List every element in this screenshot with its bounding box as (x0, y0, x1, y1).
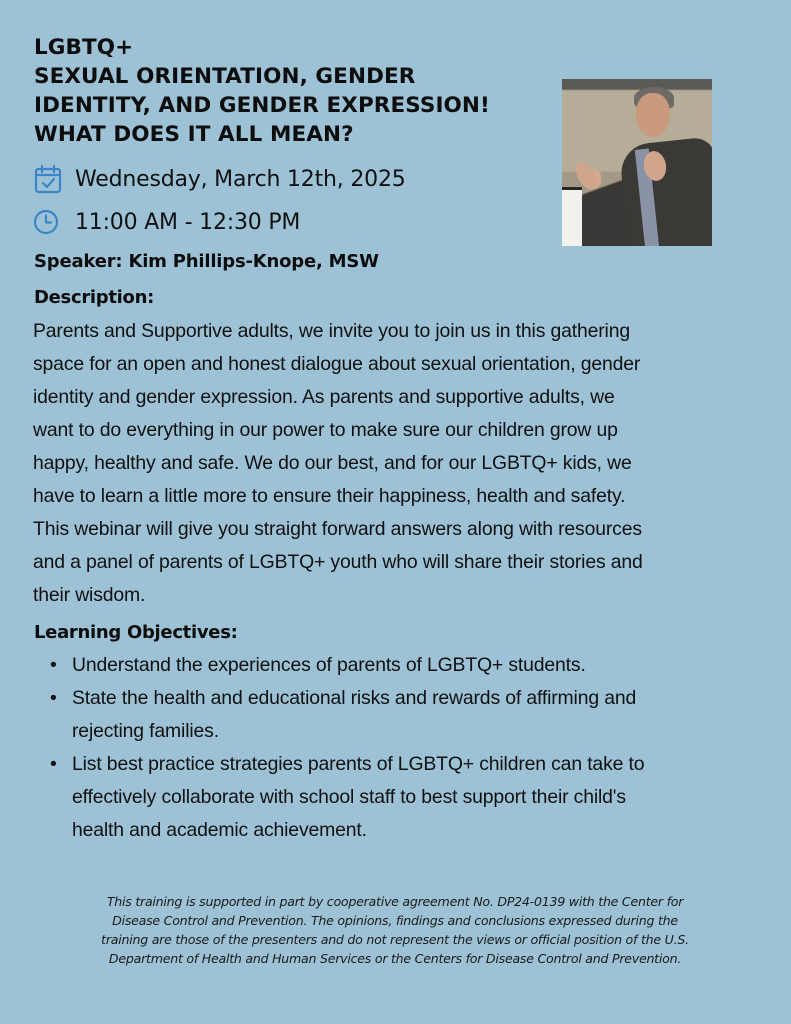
description-line: happy, healthy and safe. We do our best, and for our LGBTQ+ kids, we (33, 452, 632, 474)
objective-line: Understand the experiences of parents of LGBTQ+ students. (72, 654, 586, 676)
objectives-heading: Learning Objectives: (34, 622, 238, 643)
description-line: have to learn a little more to ensure their happiness, health and safety. (33, 485, 626, 507)
description-line: Parents and Supportive adults, we invite you to join us in this gathering (33, 320, 630, 342)
bullet-icon: • (50, 687, 57, 709)
calendar-check-icon (33, 164, 63, 194)
bullet-icon: • (50, 654, 57, 676)
disclaimer-line: training are those of the presenters and do not represent the views or official position of the U.S. (101, 932, 689, 947)
description-line: and a panel of parents of LGBTQ+ youth who will share their stories and (33, 551, 643, 573)
event-time-row (33, 209, 300, 235)
objective-line: rejecting families. (72, 720, 219, 742)
speaker-photo (562, 79, 712, 246)
description-body (33, 315, 743, 612)
clock-icon (33, 209, 59, 235)
event-date-row (33, 164, 406, 194)
objective-item (50, 748, 750, 847)
description-line: space for an open and honest dialogue about sexual orientation, gender (33, 353, 641, 375)
objective-item (50, 682, 750, 748)
objectives-list (50, 649, 750, 847)
speaker-name: Speaker: Kim Phillips-Knope, MSW (34, 251, 379, 272)
event-time: 11:00 AM - 12:30 PM (75, 209, 301, 235)
objective-line: effectively collaborate with school staff to best support their child's (72, 786, 626, 808)
title-line: IDENTITY, AND GENDER EXPRESSION! (34, 93, 490, 118)
objective-line: health and academic achievement. (72, 819, 367, 841)
disclaimer-line: Disease Control and Prevention. The opinions, findings and conclusions expressed during the (112, 913, 678, 928)
event-title (34, 33, 490, 149)
title-line: LGBTQ+ (34, 35, 134, 60)
bullet-icon: • (50, 753, 57, 775)
speaker-jacket (619, 136, 712, 246)
objective-line: List best practice strategies parents of LGBTQ+ children can take to (72, 753, 645, 775)
description-heading: Description: (34, 287, 155, 308)
objective-line: State the health and educational risks and rewards of affirming and (72, 687, 637, 709)
title-line: SEXUAL ORIENTATION, GENDER (34, 64, 416, 89)
disclaimer-line: This training is supported in part by cooperative agreement No. DP24-0139 with the Center for (106, 894, 684, 909)
objective-item (50, 649, 750, 682)
description-line: their wisdom. (33, 584, 146, 606)
funding-disclaimer (40, 892, 750, 968)
title-line: WHAT DOES IT ALL MEAN? (34, 122, 354, 147)
description-line: want to do everything in our power to make sure our children grow up (33, 419, 618, 441)
speaker-head (636, 93, 670, 137)
flipchart-board (562, 187, 582, 246)
description-line: identity and gender expression. As parents and supportive adults, we (33, 386, 615, 408)
disclaimer-line: Department of Health and Human Services or the Centers for Disease Control and Prevention. (108, 951, 682, 966)
description-line: This webinar will give you straight forward answers along with resources (33, 518, 642, 540)
event-date: Wednesday, March 12th, 2025 (75, 166, 406, 192)
